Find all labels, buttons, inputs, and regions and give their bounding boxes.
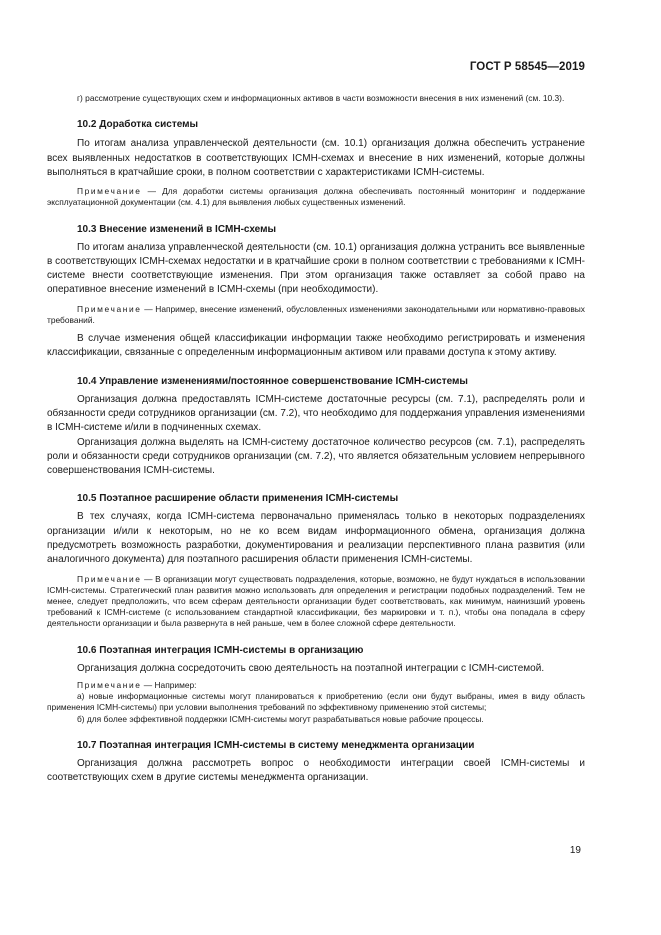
heading-10-3: 10.3 Внесение изменений в ICMH-схемы [77,223,277,235]
note-text: — В организации могут существовать подразделения, которые, возможно, не будут нуждаться в использовании ICMH-системы. Стратегический план развития можно использовать для определения и регистрации подобных подразделений. Тем не менее, следует предположить, что всем сферам деятельности организации будет соответствовать, как минимум, наинизший уровень требований к ICMH-системе (с использованием стандартной классификации, без маркировки и т. п.), чтобы она попадала в сферу деятельности организации и была развернута в ней раньше, чем в более сложной сфере деятельности. [47,573,585,629]
note-10-2 [47,186,585,208]
heading-10-5: 10.5 Поэтапное расширение области применения ICMH-системы [77,493,399,505]
heading-10-2: 10.2 Доработка системы [77,119,199,131]
paragraph-10-5: В тех случаях, когда ICMH-система первоначально применялась только в некоторых подразделениях организации и/или к некоторым, но не ко всем видам информационного обмена, организация должна предусмотреть возможность разработки, документирования и реализации перспективного плана развития (или аналогичного документа) для поэтапного расширения области применения ICMH-системы. [47,511,585,566]
paragraph-10-7: Организация должна рассмотреть вопрос о необходимости интеграции своей ICMH-системы и соответствующих схем в другие системы менеджмента организации. [47,757,585,784]
note-10-6 [47,680,585,691]
note-label: Примечание [77,573,142,584]
paragraph-10-4b: Организация должна выделять на ICMH-систему достаточное количество ресурсов (см. 7.1), распределять роли и обязанности среди сотрудников организации (см. 7.2), что является обязательным условием непрерывного совершенствования ICMH-системы. [47,436,585,477]
page-number: 19 [569,845,581,856]
heading-10-6: 10.6 Поэтапная интеграция ICMH-системы в организацию [77,644,364,656]
list-item-g: г) рассмотрение существующих схем и информационных активов в части возможности внесения в них изменений (см. 10.3). [77,93,565,103]
note-text: — Например: [141,679,197,690]
document-header: ГОСТ Р 58545—2019 [469,61,585,73]
note-label: Примечание [77,679,142,690]
paragraph-10-3b: В случае изменения общей классификации информации также необходимо регистрировать и изменения классификации, связанные с определенным информационным активом или правами доступа к этому активу. [47,333,585,359]
note-item-b: б) для более эффективной поддержки ICMH-системы могут разрабатываться новые рабочие процессы. [77,713,484,724]
note-label: Примечание [77,303,142,314]
heading-10-7: 10.7 Поэтапная интеграция ICMH-системы в систему менеджмента организации [77,739,475,751]
note-10-3 [47,304,585,326]
note-text: — Для доработки системы организация должна обеспечивать постоянный мониторинг и поддержание эксплуатационной документации (см. 4.1) для выявления любых существенных изменений. [47,186,585,208]
page-content [47,93,585,785]
note-label: Примечание [77,186,142,197]
heading-10-4: 10.4 Управление изменениями/постоянное совершенствование ICMH-системы [77,375,468,387]
note-item-a: а) новые информационные системы могут планироваться к приобретению (если они будут выбраны, имея в виду область применения ICMH-системы) при условии выполнения требований по эффективному применению этой системы; [47,691,585,713]
paragraph-10-3: По итогам анализа управленческой деятельности (см. 10.1) организация должна устранить все выявленные в соответствующих ICMH-схемах недостатки и в кратчайшие сроки в полном соответствии с требованиями к ICMH-системе внести соответствующие изменения. При этом организация также оставляет за собой право на оперативное внесение изменений в ICMH-схемы (при необходимости). [47,241,585,296]
paragraph-10-6: Организация должна сосредоточить свою деятельность на поэтапной интеграции с ICMH-системой. [77,662,545,674]
note-text: — Например, внесение изменений, обусловленных изменениями законодательными или нормативно-правовых требований. [47,303,585,325]
paragraph-10-4a: Организация должна предоставлять ICMH-системе достаточные ресурсы (см. 7.1), распределять роли и обязанности среди сотрудников организации (см. 7.2), что необходимо для поддержания управления изменениями в ICMH-системе и/или в подчиненных схемах. [47,393,585,434]
paragraph-10-2: По итогам анализа управленческой деятельности (см. 10.1) организация должна обеспечить устранение всех выявленных недостатков в соответствующих ICMH-схемах и внесение в них изменений, которые должны выполняться в кратчайшие сроки, в полном соответствии с характеристиками ICMH-системы. [47,138,585,178]
note-10-5 [47,574,585,630]
